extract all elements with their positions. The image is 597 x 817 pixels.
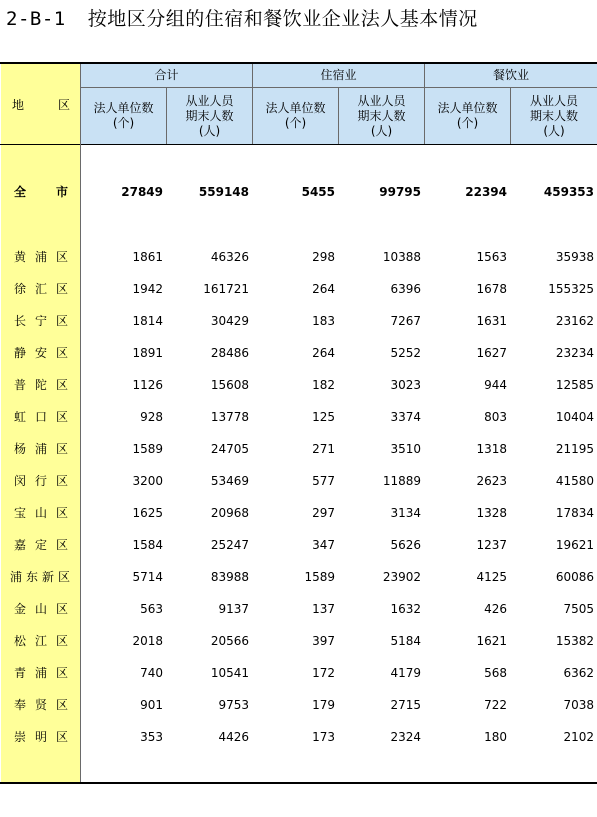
subheader-employees [511,94,597,139]
table-cell: 53469 [210,474,249,488]
table-cell: 5252 [390,346,421,360]
table-cell: 35938 [555,250,594,264]
table-title: 按地区分组的住宿和餐饮业企业法人基本情况 [87,8,478,30]
table-cell: 1627 [476,346,507,360]
table-cell: 4426 [218,730,249,744]
table-cell: 10388 [382,250,421,264]
table-cell: 6396 [390,282,421,296]
table-cell: 172 [312,666,335,680]
table-cell: 5714 [132,570,163,584]
table-cell: 83988 [210,570,249,584]
table-cell: 1563 [476,250,507,264]
subheader-line: (个) [284,116,307,130]
table-cell: 1861 [132,250,163,264]
table-cell: 901 [140,698,163,712]
table-cell: 297 [312,506,335,520]
subheader-line: (个) [456,116,479,130]
subheader-line: 从业人员 [185,94,234,108]
row-label: 徐 汇 区 [14,282,68,296]
table-cell: 1678 [476,282,507,296]
row-label: 黄 浦 区 [14,250,68,264]
table-cell: 563 [140,602,163,616]
group-header-accommodation: 住宿业 [320,68,357,82]
table-cell: 1126 [132,378,163,392]
table-cell: 1237 [476,538,507,552]
table-cell: 2324 [390,730,421,744]
row-label: 青 浦 区 [14,666,68,680]
subheader-employees [339,94,424,139]
table-cell: 4125 [476,570,507,584]
table-cell: 137 [312,602,335,616]
table-cell: 10541 [210,666,249,680]
subheader-line: 法人单位数 [93,101,154,115]
group-header-catering: 餐饮业 [492,68,529,82]
table-cell: 3374 [390,410,421,424]
row-label: 普 陀 区 [14,378,68,392]
row-label: 浦 东 新 区 [10,570,70,584]
stub-divider [80,64,81,782]
table-cell: 180 [484,730,507,744]
table-cell: 161721 [203,282,249,296]
table-cell: 1621 [476,634,507,648]
table-cell: 2018 [132,634,163,648]
table-cell: 2623 [476,474,507,488]
table-cell: 9137 [218,602,249,616]
row-label: 奉 贤 区 [14,698,68,712]
table-cell: 264 [312,282,335,296]
table-cell: 60086 [555,570,594,584]
subheader-line: 法人单位数 [437,101,498,115]
table-cell: 5455 [301,185,335,199]
subheader-units [81,101,166,131]
table-cell: 182 [312,378,335,392]
table-cell: 11889 [382,474,421,488]
table-cell: 7505 [563,602,594,616]
table-cell: 23902 [382,570,421,584]
subheader-line: (人) [198,124,221,138]
row-label: 长 宁 区 [14,314,68,328]
table-cell: 3510 [390,442,421,456]
table-cell: 577 [312,474,335,488]
table-cell: 928 [140,410,163,424]
table-code: 2-B-1 [6,8,66,30]
table-cell: 27849 [121,185,163,199]
stub-header [12,96,70,113]
table-cell: 3200 [132,474,163,488]
table-cell: 24705 [210,442,249,456]
subheader-line: (人) [370,124,393,138]
subheader-line: 期末人数 [357,109,406,123]
table-cell: 1318 [476,442,507,456]
subheader-employees [167,94,252,139]
table-cell: 944 [484,378,507,392]
page-title [6,4,478,31]
table-cell: 3023 [390,378,421,392]
table-cell: 13778 [210,410,249,424]
subheader-units [253,101,338,131]
header-bottom-rule [0,144,597,145]
table-cell: 15382 [555,634,594,648]
row-label: 闵 行 区 [14,474,68,488]
group-divider [81,87,597,88]
table-cell: 19621 [555,538,594,552]
table-cell: 7038 [563,698,594,712]
table-cell: 1625 [132,506,163,520]
table-cell: 41580 [555,474,594,488]
table-cell: 559148 [198,185,249,199]
table-cell: 21195 [555,442,594,456]
table-cell: 17834 [555,506,594,520]
table-cell: 347 [312,538,335,552]
subheader-line: (人) [543,124,565,138]
subheader-line: 期末人数 [185,109,234,123]
table-cell: 353 [140,730,163,744]
table-cell: 3134 [390,506,421,520]
table-cell: 12585 [555,378,594,392]
subheader-line: 从业人员 [529,94,578,108]
row-label: 金 山 区 [14,602,68,616]
table-cell: 2715 [390,698,421,712]
table-cell: 125 [312,410,335,424]
table-cell: 99795 [379,185,421,199]
table-cell: 5184 [390,634,421,648]
table-cell: 397 [312,634,335,648]
row-label: 全 市 [14,185,68,199]
table-cell: 179 [312,698,335,712]
group-header-total: 合计 [154,68,179,82]
table-cell: 568 [484,666,507,680]
table-cell: 23162 [555,314,594,328]
table-cell: 155325 [548,282,594,296]
table-cell: 803 [484,410,507,424]
table-cell: 20566 [210,634,249,648]
bottom-rule [0,782,597,784]
table-cell: 1891 [132,346,163,360]
table-cell: 1631 [476,314,507,328]
table-cell: 1589 [304,570,335,584]
subheader-units [425,101,510,131]
row-label: 静 安 区 [14,346,68,360]
table-cell: 183 [312,314,335,328]
row-label: 杨 浦 区 [14,442,68,456]
table-cell: 1589 [132,442,163,456]
row-label: 宝 山 区 [14,506,68,520]
table-cell: 6362 [563,666,594,680]
subheader-line: (个) [112,116,135,130]
table-cell: 740 [140,666,163,680]
table-cell: 5626 [390,538,421,552]
table-cell: 2102 [563,730,594,744]
subheader-line: 法人单位数 [265,101,326,115]
table-cell: 20968 [210,506,249,520]
table-cell: 7267 [390,314,421,328]
table-cell: 25247 [210,538,249,552]
table-cell: 271 [312,442,335,456]
table-cell: 459353 [543,185,594,199]
table-cell: 1632 [390,602,421,616]
row-label: 松 江 区 [14,634,68,648]
table-cell: 23234 [555,346,594,360]
table-cell: 1328 [476,506,507,520]
table-cell: 173 [312,730,335,744]
table-cell: 264 [312,346,335,360]
row-label: 嘉 定 区 [14,538,68,552]
table-cell: 1584 [132,538,163,552]
subheader-line: 期末人数 [529,109,578,123]
table-cell: 15608 [210,378,249,392]
table-cell: 46326 [210,250,249,264]
stub-header-char-1: 地 [12,98,25,112]
table-cell: 9753 [218,698,249,712]
table-cell: 1942 [132,282,163,296]
subheader-line: 从业人员 [357,94,406,108]
table-cell: 4179 [390,666,421,680]
row-label: 虹 口 区 [14,410,68,424]
table-cell: 30429 [210,314,249,328]
table-cell: 10404 [555,410,594,424]
table-cell: 22394 [465,185,507,199]
table-cell: 426 [484,602,507,616]
table-cell: 28486 [210,346,249,360]
row-label: 崇 明 区 [14,730,68,744]
table-cell: 298 [312,250,335,264]
stub-header-char-2: 区 [57,98,70,112]
table-cell: 1814 [132,314,163,328]
table-cell: 722 [484,698,507,712]
